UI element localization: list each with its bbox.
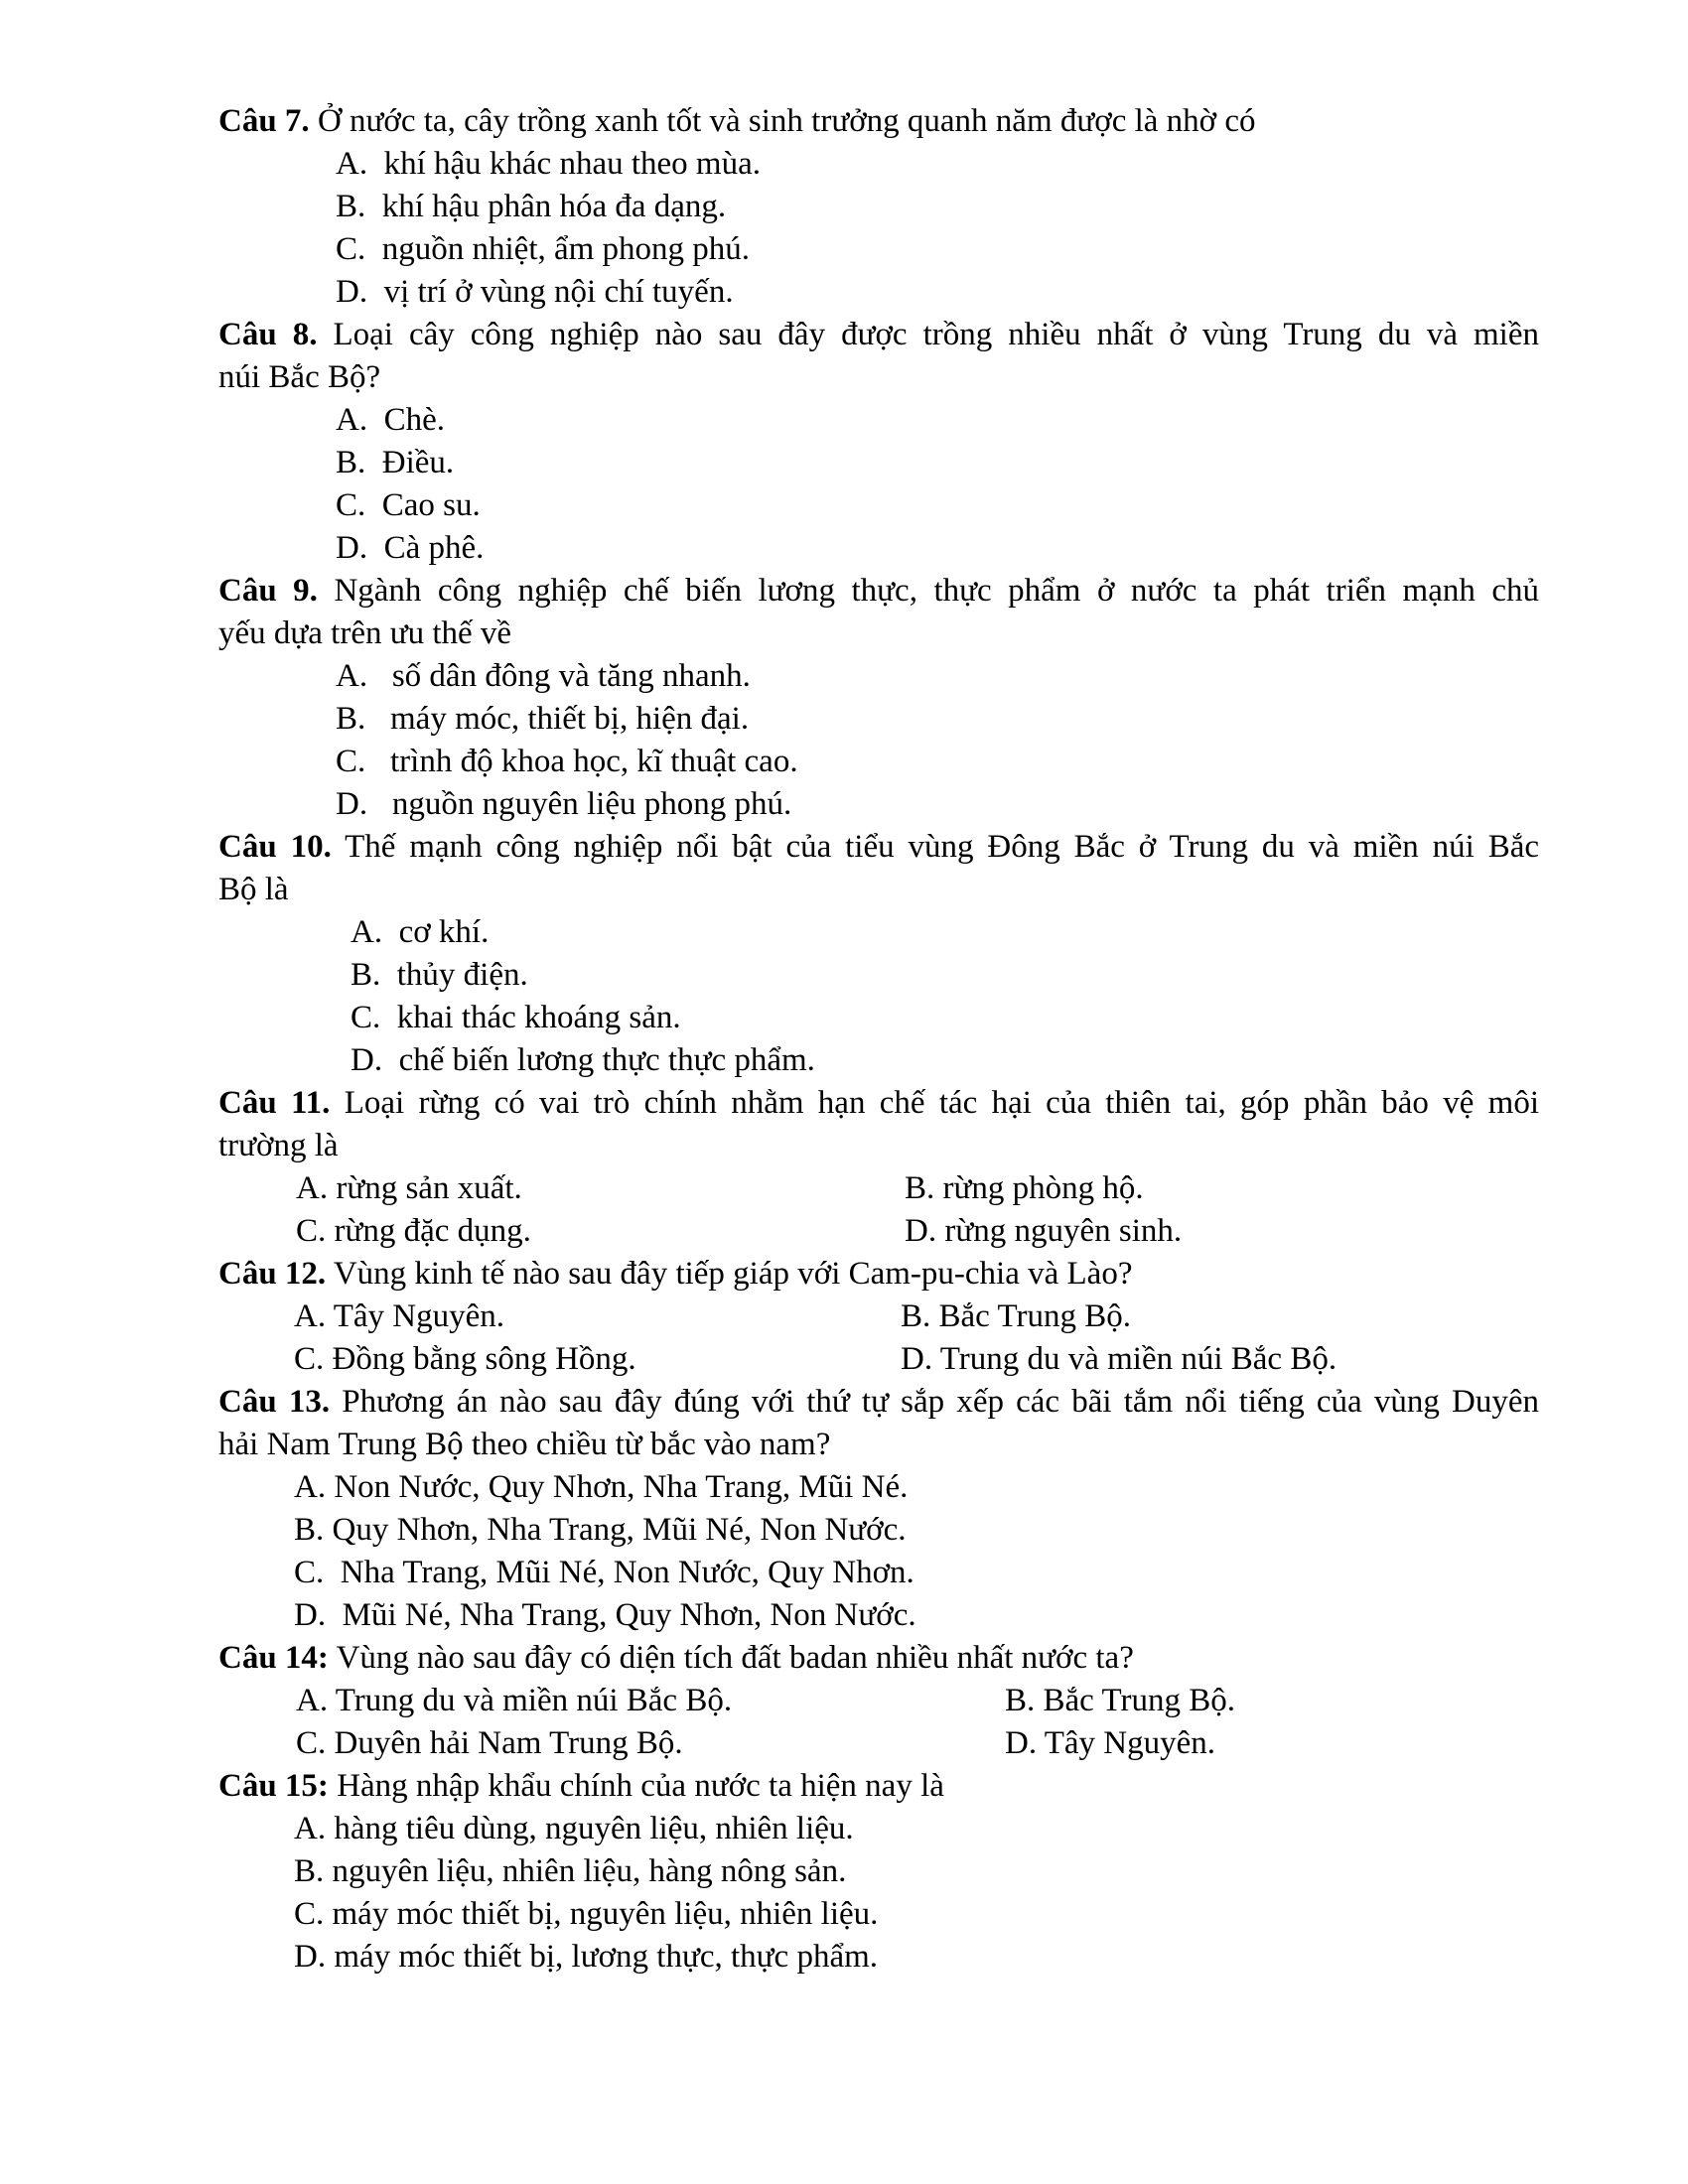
question-number: Câu 9.: [218, 573, 318, 609]
question-14-option-d: D. Tây Nguyên.: [1005, 1725, 1216, 1761]
question-text: Vùng nào sau đây có diện tích đất badan nhiều nhất nước ta?: [328, 1640, 1134, 1676]
question-11-stem-continued: trường là: [218, 1128, 339, 1163]
question-10-stem-continued: Bộ là: [218, 872, 289, 907]
question-11-option-b: B. rừng phòng hộ.: [905, 1170, 1144, 1206]
question-15-stem: [218, 1764, 944, 1808]
question-7-option-d: D. vị trí ở vùng nội chí tuyến.: [336, 274, 734, 310]
question-text: Hàng nhập khẩu chính của nước ta hiện nay là: [328, 1768, 944, 1804]
question-8-stem-continued: núi Bắc Bộ?: [218, 359, 381, 395]
question-14-option-a: A. Trung du và miền núi Bắc Bộ.: [296, 1683, 733, 1718]
question-7-option-b: B. khí hậu phân hóa đa dạng.: [336, 189, 727, 224]
question-9-stem-continued: yếu dựa trên ưu thế về: [218, 615, 512, 651]
question-9-option-d: D. nguồn nguyên liệu phong phú.: [336, 786, 792, 822]
question-number: Câu 10.: [218, 829, 332, 865]
question-7-option-a: A. khí hậu khác nhau theo mùa.: [336, 146, 761, 182]
question-14-stem: [218, 1636, 1134, 1680]
question-13-option-c: C. Nha Trang, Mũi Né, Non Nước, Quy Nhơn.: [294, 1555, 914, 1590]
question-text: Vùng kinh tế nào sau đây tiếp giáp với Cam-pu-chia và Lào?: [326, 1256, 1133, 1292]
question-text: Phương án nào sau đây đúng với thứ tự sắp xếp các bãi tắm nổi tiếng của vùng Duyên: [330, 1384, 1539, 1420]
question-10-option-d: D. chế biến lương thực thực phẩm.: [351, 1042, 815, 1078]
question-14-option-b: B. Bắc Trung Bộ.: [1005, 1683, 1235, 1718]
question-13-option-d: D. Mũi Né, Nha Trang, Quy Nhơn, Non Nước.: [294, 1597, 916, 1633]
question-10-stem: [218, 825, 1539, 869]
question-13-stem: [218, 1380, 1539, 1424]
question-15-option-b: B. nguyên liệu, nhiên liệu, hàng nông sản.: [294, 1853, 847, 1889]
question-9-option-c: C. trình độ khoa học, kĩ thuật cao.: [336, 744, 798, 779]
question-15-option-c: C. máy móc thiết bị, nguyên liệu, nhiên liệu.: [294, 1896, 879, 1932]
question-12-option-c: C. Đồng bằng sông Hồng.: [294, 1341, 636, 1377]
question-13-option-a: A. Non Nước, Quy Nhơn, Nha Trang, Mũi Né.: [294, 1469, 909, 1505]
question-number: Câu 11.: [218, 1085, 331, 1121]
question-8-option-a: A. Chè.: [336, 402, 445, 438]
question-number: Câu 13.: [218, 1384, 331, 1420]
question-11-option-d: D. rừng nguyên sinh.: [905, 1213, 1183, 1249]
question-15-option-d: D. máy móc thiết bị, lương thực, thực phẩm.: [294, 1939, 879, 1975]
question-12-option-a: A. Tây Nguyên.: [294, 1298, 505, 1334]
question-9-option-a: A. số dân đông và tăng nhanh.: [336, 658, 751, 694]
question-10-option-a: A. cơ khí.: [351, 914, 490, 950]
question-12-stem: [218, 1252, 1132, 1296]
question-8-stem: [218, 313, 1539, 356]
question-text: Loại rừng có vai trò chính nhằm hạn chế tác hại của thiên tai, góp phần bảo vệ môi: [330, 1085, 1539, 1121]
question-7-option-c: C. nguồn nhiệt, ẩm phong phú.: [336, 231, 751, 267]
question-12-option-b: B. Bắc Trung Bộ.: [901, 1298, 1131, 1334]
question-text: Ở nước ta, cây trồng xanh tốt và sinh trưởng quanh năm được là nhờ có: [309, 103, 1256, 139]
question-7-stem: [218, 99, 1256, 143]
question-11-option-a: A. rừng sản xuất.: [296, 1170, 522, 1206]
question-9-option-b: B. máy móc, thiết bị, hiện đại.: [336, 701, 750, 737]
question-8-option-d: D. Cà phê.: [336, 530, 485, 566]
question-12-option-d: D. Trung du và miền núi Bắc Bộ.: [901, 1341, 1337, 1377]
question-15-option-a: A. hàng tiêu dùng, nguyên liệu, nhiên liệu.: [294, 1811, 854, 1846]
question-10-option-b: B. thủy điện.: [351, 957, 528, 993]
question-number: Câu 14:: [218, 1640, 329, 1676]
question-13-option-b: B. Quy Nhơn, Nha Trang, Mũi Né, Non Nước.: [294, 1512, 907, 1548]
question-number: Câu 15:: [218, 1768, 329, 1804]
question-8-option-b: B. Điều.: [336, 445, 455, 480]
question-9-stem: [218, 569, 1539, 613]
question-14-option-c: C. Duyên hải Nam Trung Bộ.: [296, 1725, 683, 1761]
question-text: Loại cây công nghiệp nào sau đây được trồng nhiều nhất ở vùng Trung du và miền: [317, 317, 1539, 352]
question-11-stem: [218, 1081, 1539, 1125]
question-10-option-c: C. khai thác khoáng sản.: [351, 1000, 681, 1035]
question-number: Câu 8.: [218, 317, 318, 352]
question-number: Câu 7.: [218, 103, 310, 139]
question-text: Ngành công nghiệp chế biến lương thực, thực phẩm ở nước ta phát triển mạnh chủ: [317, 573, 1539, 609]
question-number: Câu 12.: [218, 1256, 327, 1292]
question-11-option-c: C. rừng đặc dụng.: [296, 1213, 531, 1249]
question-text: Thế mạnh công nghiệp nổi bật của tiểu vùng Đông Bắc ở Trung du và miền núi Bắc: [331, 829, 1539, 865]
question-13-stem-continued: hải Nam Trung Bộ theo chiều từ bắc vào nam?: [218, 1427, 831, 1462]
question-8-option-c: C. Cao su.: [336, 487, 481, 523]
